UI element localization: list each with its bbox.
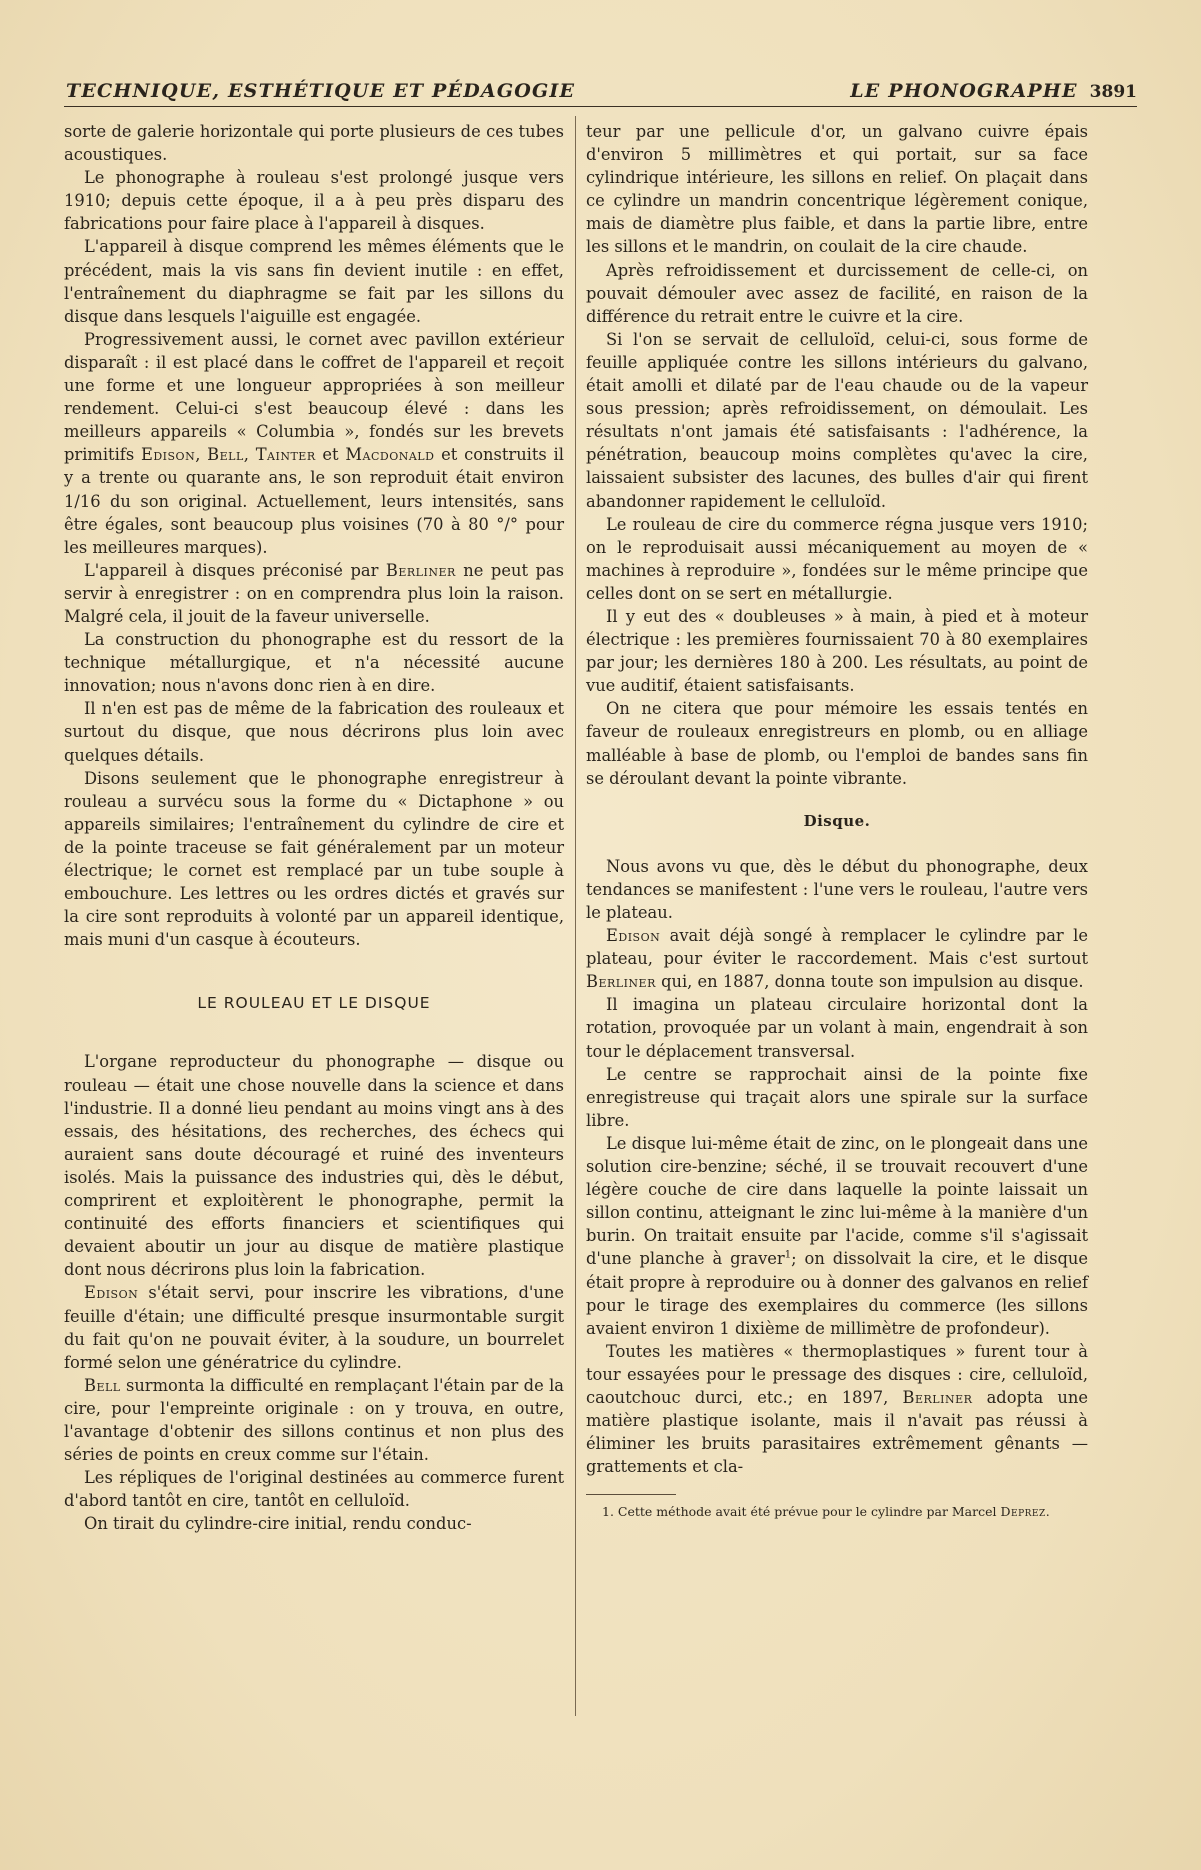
paragraph: sorte de galerie horizontale qui porte plusieurs de ces tubes acoustiques.: [64, 122, 564, 165]
paragraph: Après refroidissement et durcissement de celle-ci, on pouvait démouler avec assez de facilité, en raison de la différence du retrait entre le cuivre et la cire.: [586, 260, 1088, 326]
paragraph: Disons seulement que le phonographe enregistreur à rouleau a survécu sous la forme du « Dictaphone » ou appareils similaires; l'entraînement du cylindre de cire et de la pointe traceuse se fait généralement par un moteur électrique; le cornet est remplacé par un tube souple à embouchure. Les lettres ou les ordres dictés et gravés sur la cire sont reproduits à volonté par un appareil identique, mais muni d'un casque à écouteurs.: [64, 768, 564, 950]
name-tainter: Tainter: [255, 445, 316, 465]
paragraph: Le centre se rapprochait ainsi de la pointe fixe enregistreuse qui traçait alors une spirale sur la surface libre.: [586, 1064, 1088, 1130]
paragraph: On tirait du cylindre-cire initial, rendu conduc-: [84, 1514, 472, 1534]
paragraph: L'appareil à disque comprend les mêmes éléments que le précédent, mais la vis sans fin devient inutile : en effet, l'entraînement du diaphragme se fait par les sillons du disque dans lesquels l'aiguille est engagée.: [64, 237, 564, 326]
name-macdonald: Macdonald: [345, 445, 435, 465]
footnote-number: 1.: [602, 1504, 614, 1520]
paragraph: Edison avait déjà songé à remplacer le cylindre par le plateau, pour éviter le raccordement. Mais c'est surtout Berliner qui, en 1887, donna toute son impulsion au disque.: [586, 926, 1088, 992]
paragraph: teur par une pellicule d'or, un galvano cuivre épais d'environ 5 millimètres et qui portait, sur sa face cylindrique intérieure, les sillons en relief. On plaçait dans ce cylindre un mandrin concentrique légèrement conique, mais de diamètre plus faible, et dans la partie libre, entre les sillons et le mandrin, on coulait de la cire chaude.: [586, 122, 1088, 257]
paragraph: Il imagina un plateau circulaire horizontal dont la rotation, provoquée par un volant à main, engendrait à son tour le déplacement transversal.: [586, 995, 1088, 1061]
paragraph: Le rouleau de cire du commerce régna jusque vers 1910; on le reproduisait aussi mécaniquement au moyen de « machines à reproduire », fondées sur le même principe que celles dont on se sert en métallurgie.: [586, 514, 1088, 603]
name-berliner: Berliner: [586, 972, 656, 992]
left-column: [64, 120, 564, 1535]
page-number: 3891: [1089, 82, 1137, 102]
paragraph: Bell surmonta la difficulté en remplaçant l'étain par de la cire, pour l'empreinte originale : on y trouva, en outre, l'avantage d'obtenir des sillons continus et non plus des séries de points en creux comme sur l'étain.: [64, 1375, 564, 1465]
name-edison: Edison: [140, 445, 196, 465]
section-heading: LE ROULEAU ET LE DISQUE: [197, 994, 431, 1013]
paragraph: L'appareil à disques préconisé par Berliner ne peut pas servir à enregistrer : on en comprendra plus loin la raison. Malgré cela, il jouit de la faveur universelle.: [64, 560, 564, 626]
paragraph: L'organe reproducteur du phonographe — disque ou rouleau — était une chose nouvelle dans la science et dans l'industrie. Il a donné lieu pendant au moins vingt ans à des essais, des hésitations, des recherches, des échecs qui auraient sans doute découragé et ruiné des inventeurs isolés. Mais la puissance des industries qui, dès le début, comprirent et exploitèrent le phonographe, permit la continuité des efforts financiers et scientifiques qui devaient aboutir un jour au disque de matière plastique dont nous décrirons plus loin la fabrication.: [64, 1052, 564, 1280]
paragraph: Le disque lui-même était de zinc, on le plongeait dans une solution cire-benzine; séché, il se trouvait recouvert d'une légère couche de cire dans laquelle la pointe laissait un sillon continu, atteignant le zinc lui-même à la manière d'un burin. On traitait ensuite par l'acide, comme s'il s'agissait d'une planche à graver$^1$; on dissolvait la cire, et le disque était propre à reproduire ou à donner des galvanos en relief pour le tirage des exemplaires du commerce (les sillons avaient environ 1 dixième de millimètre de profondeur).: [586, 1133, 1088, 1338]
footnote: 1. Cette méthode avait été prévue pour le cylindre par Marcel Deprez.: [602, 1504, 1051, 1520]
paragraph: Il n'en est pas de même de la fabrication des rouleaux et surtout du disque, que nous décrirons plus loin avec quelques détails.: [64, 699, 564, 765]
name-edison: Edison: [606, 926, 661, 946]
paragraph: Les répliques de l'original destinées au commerce furent d'abord tantôt en cire, tantôt en celluloïd.: [64, 1468, 564, 1511]
header-section-title: TECHNIQUE, ESTHÉTIQUE ET PÉDAGOGIE: [66, 80, 576, 102]
subsection-heading: Disque.: [803, 811, 871, 830]
footnote-rule: [586, 1494, 676, 1495]
name-bell: Bell: [207, 445, 244, 465]
footnote-marker: 1: [784, 1249, 792, 1261]
header-book-title: LE PHONOGRAPHE: [850, 80, 1078, 102]
paragraph: Si l'on se servait de celluloïd, celui-ci, sous forme de feuille appliquée contre les sillons intérieurs du galvano, était amolli et dilaté par de l'eau chaude ou de la vapeur sous pression; après refroidissement, on démoulait. Les résultats n'ont jamais été satisfaisants : l'adhérence, la pénétration, beaucoup moins complètes qu'avec la cire, laissaient subsister des lacunes, des bulles d'air qui firent abandonner rapidement le celluloïd.: [586, 329, 1088, 511]
paragraph: Toutes les matières « thermoplastiques » furent tour à tour essayées pour le pressage des disques : cire, celluloïd, caoutchouc durci, etc.; en 1897, Berliner adopta une matière plastique isolante, mais il n'avait pas réussi à éliminer les bruits parasitaires extrêmement gênants — grattements et cla-: [586, 1341, 1088, 1477]
name-berliner: Berliner: [902, 1387, 973, 1407]
paragraph: Progressivement aussi, le cornet avec pavillon extérieur disparaît : il est placé dans le coffret de l'appareil et reçoit une forme et une longueur appropriées à son meilleur rendement. Celui-ci s'est beaucoup élevé : dans les meilleurs appareils « Columbia », fondés sur les brevets primitifs Edison, Bell, Tainter et Macdonald et construits il y a trente ou quarante ans, le son reproduit était environ 1/16 du son original. Actuellement, leurs intensités, sans être égales, sont beaucoup plus voisines (70 à 80 °/° pour les meilleures marques).: [64, 329, 564, 557]
paragraph: Il y eut des « doubleuses » à main, à pied et à moteur électrique : les premières fournissaient 70 à 80 exemplaires par jour; les dernières 180 à 200. Les résultats, au point de vue auditif, étaient satisfaisants.: [586, 606, 1088, 696]
name-berliner: Berliner: [385, 560, 456, 580]
paragraph: Le phonographe à rouleau s'est prolongé jusque vers 1910; depuis cette époque, il a à peu près disparu des fabrications pour faire place à l'appareil à disques.: [64, 168, 564, 234]
column-divider: [575, 116, 576, 1716]
header-right: [850, 80, 1137, 102]
paragraph: La construction du phonographe est du ressort de la technique métallurgique, et n'a nécessité aucune innovation; nous n'avons donc rien à en dire.: [64, 630, 564, 696]
name-deprez: Deprez.: [1000, 1504, 1051, 1520]
paragraph: On ne citera que pour mémoire les essais tentés en faveur de rouleaux enregistreurs en plomb, ou en alliage malléable à base de plomb, ou l'emploi de bandes sans fin se déroulant devant la pointe vibrante.: [586, 699, 1088, 788]
name-edison: Edison: [84, 1283, 139, 1303]
running-header: [64, 80, 1137, 107]
right-column: [586, 120, 1088, 1520]
paragraph: Nous avons vu que, dès le début du phonographe, deux tendances se manifestent : l'une vers le rouleau, l'autre vers le plateau.: [586, 856, 1088, 922]
name-bell: Bell: [84, 1375, 121, 1395]
paragraph: Edison s'était servi, pour inscrire les vibrations, d'une feuille d'étain; une difficulté presque insurmontable surgit du fait qu'on ne pouvait éviter, à la soudure, un bourrelet formé selon une génératrice du cylindre.: [64, 1283, 564, 1372]
